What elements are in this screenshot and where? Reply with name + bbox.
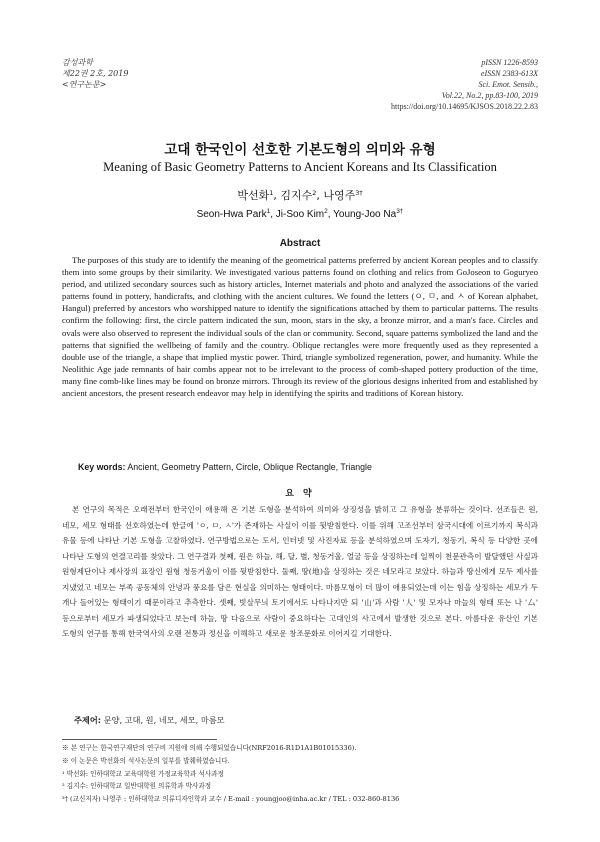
footnote-corresponding: ³† (교신저자) 나영주 : 인하대학교 의류디자인학과 교수 / E-mail : youngjoo@inha.ac.kr / TEL : 032-860-8136 — [62, 795, 400, 804]
author-name: Seon-Hwa Park — [196, 209, 267, 220]
author-affil-mark: 2 — [324, 208, 328, 215]
footnote-thesis: ※ 이 논문은 박선화의 석사논문의 일부를 발췌하였습니다. — [62, 756, 230, 765]
keywords-list: Ancient, Geometry Pattern, Circle, Oblique Rectangle, Triangle — [127, 462, 372, 472]
authors-korean: 박선화$^1$, 김지수$^2$, 나영주$^{3\dagger}$ — [237, 189, 363, 202]
article-type: <연구논문> — [62, 80, 107, 89]
author-affil-mark: 1 — [269, 189, 274, 197]
pissn: pISSN 1226-8593 — [481, 58, 538, 67]
volume-pages: Vol.22, No.2, pp.83-100, 2019 — [441, 91, 538, 100]
footnote-author-1: ¹ 박선화: 인하대학교 교육대학원 가정교육학과 석사과정 — [62, 769, 224, 778]
journal-name-ko: 감성과학 — [62, 58, 93, 67]
keywords-korean-list: 문양, 고대, 원, 네모, 세모, 마름모 — [103, 715, 225, 725]
journal-volume-ko: 제22권 2호, 2019 — [62, 69, 129, 78]
title-english: Meaning of Basic Geometry Patterns to Ancient Koreans and Its Classification — [103, 160, 497, 174]
footnote-divider — [62, 739, 217, 740]
author-affil-mark: 2 — [312, 189, 317, 197]
author-name: Ji-Soo Kim — [275, 209, 325, 220]
abstract-heading: Abstract — [279, 238, 321, 249]
author-affil-mark: 1 — [266, 208, 271, 215]
eissn: eISSN 2383-613X — [480, 69, 538, 78]
footnote-author-2: ² 김지수: 인하대학교 일반대학원 의류학과 박사과정 — [62, 782, 212, 791]
journal-header-right — [391, 57, 538, 112]
author-name: Young-Joo Na — [333, 209, 397, 220]
keywords-korean — [74, 715, 225, 726]
title-korean: 고대 한국인이 선호한 기본도형의 의미와 유형 — [164, 142, 436, 158]
summary-body: 본 연구의 목적은 오래전부터 한국인이 애용해 온 기본 도형을 분석하여 의미와 상징성을 밝히고 그 유형을 분류하는 것이다. 선조들은 원, 네모, 세모 형태를 선호하였는데 한글에 'ㅇ, ㅁ, ㅅ'가 존재하는 사실이 이를 뒷받침한다. 이를 위해 고조선부터 삼국시대에 이르기까지 복식과 유물 등에 나타난 기본 도형을 고찰하였다. 연구방법으로는 도서, 인터넷 및 사진자료 등을 분석하였으며 도자기, 청동기, 복식 등 다양한 곳에 나타난 도형의 연결고리를 찾았다. 그 연구결과 첫째, 원은 하늘, 해, 달, 별, 청동거울, 얼굴 등을 상징하는데 일찍이 천문관측이 발달했던 사실과 원형제단이나 제사장의 표장인 원형 청동거울이 이를 뒷받침한다. 둘째, 땅(地)을 상징하는 것은 네모라고 보았다. 하늘과 땅신에게 모두 제사를 지냈었고 네모는 부족 공동체의 안녕과 풍요를 담은 현실을 의미하는 형태이다. 마름모형이 더 많이 애용되었는데 이는 힘을 상징하는 세모가 두 개나 들어있는 형태이기 때문이라고 추측한다. 셋째, 빗살무늬 토기에서도 나타나지만 되 '山'과 사람 '人' 및 모자나 마늘의 형태 또는 나 '厶' 등으로부터 세모가 파생되었다고 보는데 하늘, 땅 다음으로 사람이 중요하다는 고대인의 사고에서 발생한 것으로 본다. 아름다운 유산인 기본 도형의 연구를 통해 한국역사의 오랜 전통과 정신을 이해하고 새로운 창조문화로 이어지길 기대한다. — [62, 505, 538, 638]
keywords — [78, 462, 372, 472]
keywords-korean-label: 주제어: — [74, 715, 102, 725]
footnote-funding: ※ 본 연구는 한국연구재단의 연구비 지원에 의해 수행되었습니다(NRF2016-R1D1A1B01015336). — [62, 744, 357, 752]
author-affil-mark: 3† — [396, 208, 404, 215]
journal-header-left — [62, 57, 128, 90]
author-name: 김지수 — [280, 189, 313, 202]
authors-english: Seon-Hwa Park$^1$, Ji-Soo Kim$^2$, Young-Joo $Na^{3\dagger}$ — [196, 208, 404, 220]
doi-link[interactable]: https://doi.org/10.14695/KJSOS.2018.22.2.83 — [391, 102, 538, 111]
author-affil-mark: 3† — [355, 189, 363, 197]
footnotes — [62, 742, 538, 806]
summary-heading: 요 약 — [285, 489, 315, 499]
abstract-body: The purposes of this study are to identify the meaning of the geometrical patterns preferred by ancient Korean peoples and to classify them into some groups by their similarity. We investigated various patterns found on clothing and relics from GoJoseon to Goguryeo period, and utilized secondary sources such as history articles, Internet materials and photo and analyzed the associations of the varied patterns found in pottery, handicrafts, and clothing with the ancient cultures. We found the letters (ㅇ, ㅁ, and ㅅ of Korean alphabet, Hangul) preferred by ancestors who worshipped nature to identify the significations attached by them to particular patterns. The results confirm the following: first, the circle pattern indicated the sun, moon, stars in the sky, a bronze mirror, and a man's face. Circles and ovals were also observed to represent the individual souls of the clan or community. Second, square patterns symbolized the land and the patterns that signified the wellbeing of family and the country. Oblique rectangles were more frequently used as they represented a double use of the triangle, a shape that implied mystic power. Third, triangle symbolized regeneration, power, and humanity. While the Neolithic Age jade remnants of hair combs appear not to be irrelevant to the process of comb-shaped pottery production of the time, many fine comb-like lines may be found on bronze mirrors. Through its review of the glorious designs inherited from and established by ancient ancestors, the present research endeavor may help in identifying the spirits and traditions of Korean history. — [62, 255, 538, 399]
journal-abbrev: Sci. Emot. Sensib., — [478, 80, 538, 89]
author-name: 박선화 — [237, 189, 270, 202]
author-name: 나영주 — [323, 189, 356, 202]
keywords-label: Key words: — [78, 462, 126, 472]
